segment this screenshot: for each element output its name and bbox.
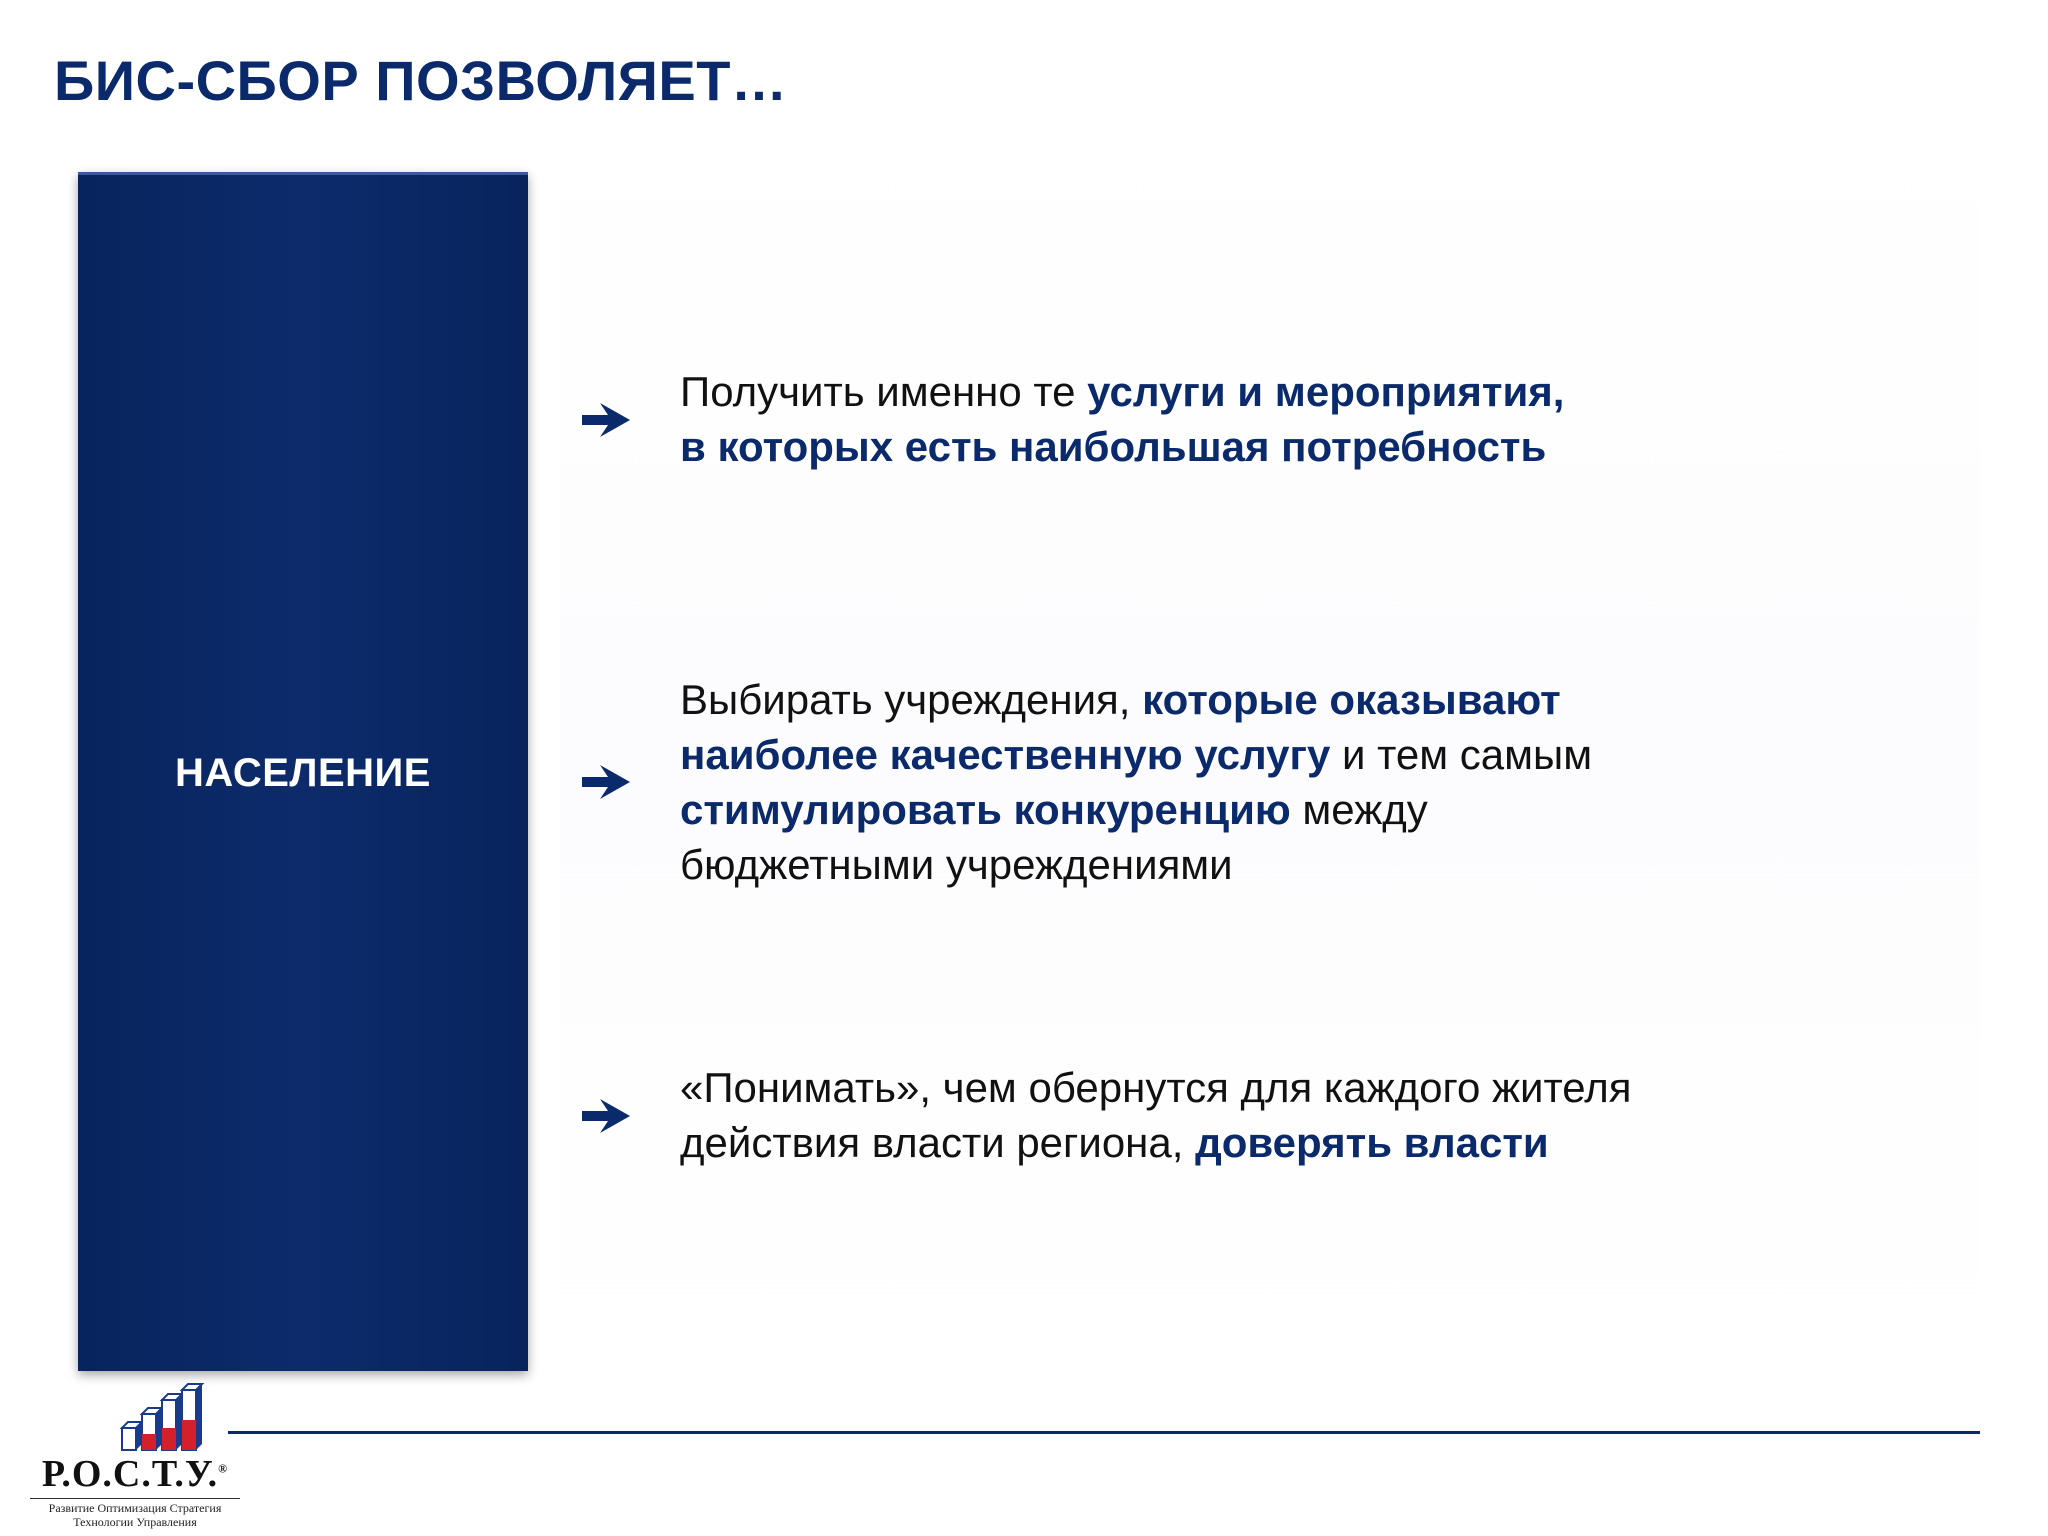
bullet-text-emphasis: которые оказывают [1142, 676, 1561, 723]
slide-title: БИС-СБОР ПОЗВОЛЯЕТ… [54, 49, 788, 112]
bullet-text-run: Выбирать учреждения, [680, 676, 1143, 723]
bullet-text-run: действия власти региона, [680, 1119, 1196, 1166]
bullet-text-emphasis: стимулировать конкуренцию [680, 786, 1291, 833]
bullet-text-run: бюджетными учреждениями [680, 841, 1233, 888]
arrow-right-icon [580, 762, 632, 802]
bullet-text-run: Получить именно те [680, 368, 1088, 415]
logo-subtitle: Развитие Оптимизация Стратегия Технологии Управления [30, 1498, 240, 1529]
bullet-text [680, 1060, 1880, 1170]
bullet-text-emphasis: в которых есть наибольшая потребность [680, 423, 1547, 470]
arrow-right-icon [580, 1096, 632, 1136]
bullet-text-emphasis: услуги и мероприятия, [1087, 368, 1565, 415]
bullet-text [680, 364, 1880, 474]
growth-bars-icon [30, 1380, 240, 1452]
footer-divider [228, 1431, 1980, 1434]
bullet-text-emphasis: наиболее качественную услугу [680, 731, 1331, 778]
bullet-text-run: «Понимать», чем обернутся для каждого жителя [680, 1064, 1632, 1111]
panel-label: НАСЕЛЕНИЕ [175, 750, 431, 795]
arrow-right-icon [580, 400, 632, 440]
bullet-text-run: и тем самым [1330, 731, 1593, 778]
logo-name: Р.О.С.Т.У.® [41, 1453, 229, 1495]
population-panel [78, 172, 528, 1371]
bullet-text [680, 672, 1880, 892]
bullet-text-emphasis: доверять власти [1195, 1119, 1549, 1166]
bullet-text-run: между [1290, 786, 1428, 833]
company-logo [30, 1380, 240, 1530]
